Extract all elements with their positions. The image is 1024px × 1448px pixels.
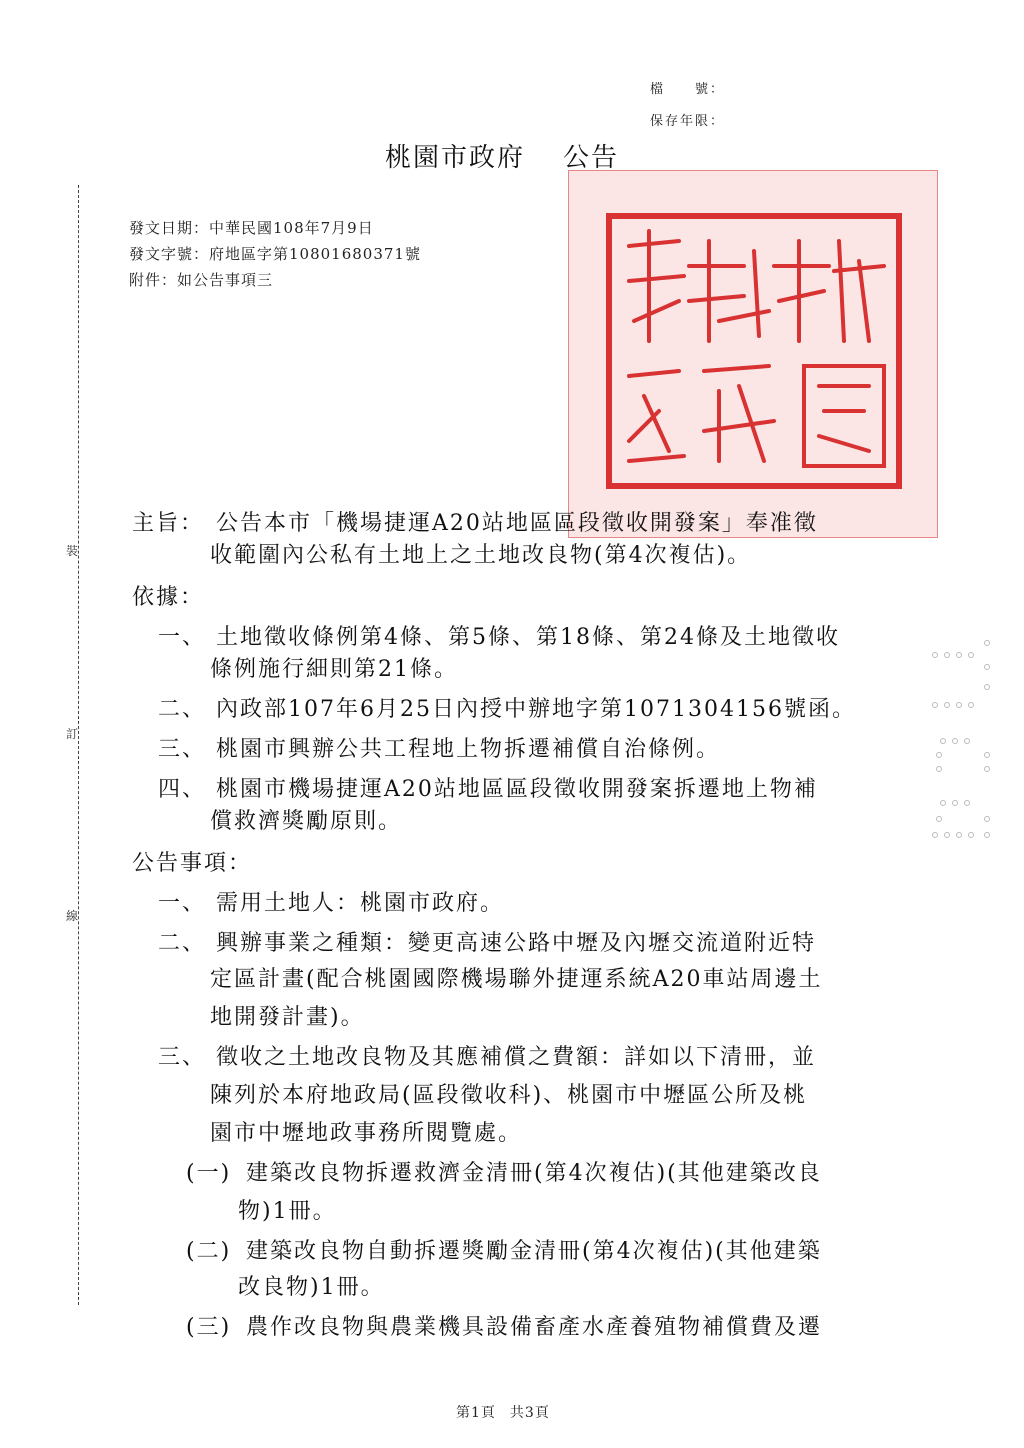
basis-item-2-line-1: 內政部107年6月25日內授中辦地字第1071304156號函。 (216, 697, 856, 722)
reference-number: 發文字號：府地區字第10801680371號 (129, 245, 421, 263)
file-number-label: 檔 號： (650, 82, 726, 97)
binding-mark-ding: 訂 (66, 723, 78, 744)
issue-date: 發文日期：中華民國108年7月9日 (129, 219, 374, 237)
document-title (385, 137, 619, 174)
sub-item-1-number: (一) (186, 1161, 232, 1186)
notice-item-3-line-3: 園市中壢地政事務所閱覽處。 (210, 1121, 523, 1146)
basis-item-1-line-2: 條例施行細則第21條。 (210, 657, 458, 682)
seal-graphic (569, 171, 937, 537)
basis-item-2-number: 二、 (158, 697, 207, 722)
scan-dot-marks (932, 640, 992, 850)
sub-item-1-line-2: 物)1冊。 (238, 1199, 337, 1224)
page-number: 第1頁 (456, 1405, 496, 1421)
document-info (129, 215, 421, 293)
binding-mark-zhuang: 裝 (66, 540, 78, 561)
retention-period-label: 保存年限： (650, 114, 726, 129)
official-seal (568, 170, 938, 538)
total-pages: 共3頁 (509, 1405, 550, 1421)
subject-line-1: 公告本市「機場捷運A20站地區區段徵收開發案」奉准徵 (216, 511, 818, 536)
sub-item-3-line-1: 農作改良物與農業機具設備畜產水產養殖物補償費及遷 (246, 1315, 823, 1340)
notice-item-2-line-3: 地開發計畫)。 (210, 1005, 365, 1030)
notice-item-3-number: 三、 (158, 1045, 207, 1070)
subject-label: 主旨： (132, 511, 205, 536)
basis-label: 依據： (132, 585, 205, 610)
basis-item-4-number: 四、 (158, 777, 207, 802)
notice-item-2-number: 二、 (158, 931, 207, 956)
agency-name: 桃園市政府 (385, 143, 526, 173)
basis-item-3-line-1: 桃園市興辦公共工程地上物拆遷補償自治條例。 (216, 737, 721, 762)
attachment-note: 附件：如公告事項三 (129, 271, 274, 289)
sub-item-2-line-2: 改良物)1冊。 (238, 1275, 385, 1300)
notice-item-3-line-1: 徵收之土地改良物及其應補償之費額：詳如以下清冊，並 (216, 1045, 817, 1070)
notice-label: 公告事項： (132, 851, 253, 876)
basis-item-1-line-1: 土地徵收條例第4條、第5條、第18條、第24條及土地徵收 (216, 625, 840, 650)
document-type: 公告 (563, 143, 620, 173)
page-footer (456, 1402, 550, 1422)
basis-item-4-line-1: 桃園市機場捷運A20站地區區段徵收開發案拆遷地上物補 (216, 777, 818, 802)
basis-item-4-line-2: 償救濟獎勵原則。 (210, 809, 403, 834)
binding-mark-xian: 線 (66, 905, 78, 926)
notice-item-3-line-2: 陳列於本府地政局(區段徵收科)、桃園市中壢區公所及桃 (210, 1083, 808, 1108)
notice-item-1-line-1: 需用土地人：桃園市政府。 (216, 891, 505, 916)
sub-item-1-line-1: 建築改良物拆遷救濟金清冊(第4次複估)(其他建築改良 (246, 1161, 822, 1186)
notice-item-2-line-2: 定區計畫(配合桃園國際機場聯外捷運系統A20車站周邊土 (210, 967, 823, 992)
sub-item-2-number: (二) (186, 1239, 232, 1264)
notice-item-1-number: 一、 (158, 891, 207, 916)
binding-line (78, 185, 79, 1305)
basis-item-1-number: 一、 (158, 625, 207, 650)
notice-item-2-line-1: 興辦事業之種類：變更高速公路中壢及內壢交流道附近特 (216, 931, 817, 956)
subject-line-2: 收範圍內公私有土地上之土地改良物(第4次複估)。 (210, 543, 752, 568)
sub-item-3-number: (三) (186, 1315, 232, 1340)
sub-item-2-line-1: 建築改良物自動拆遷獎勵金清冊(第4次複估)(其他建築 (246, 1239, 822, 1264)
basis-item-3-number: 三、 (158, 737, 207, 762)
